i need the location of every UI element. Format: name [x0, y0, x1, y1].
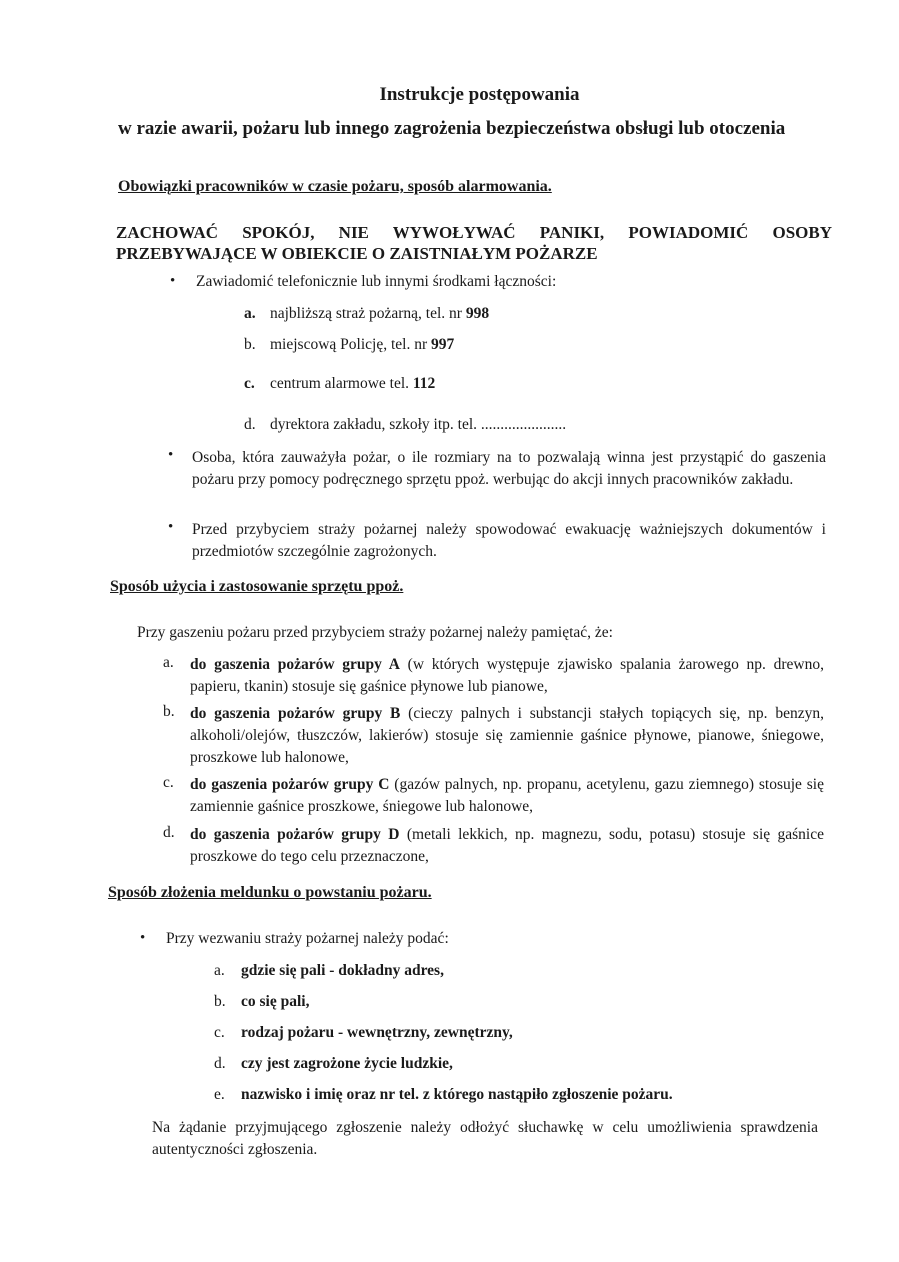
item-text: (cieczy palnych i substancji stałych topiących się, np. benzyn, alkoholi/olejów, tłuszczów, lakierów) stosuje się zamiennie gaśnice płynowe, pianowe, śniegowe, proszkowe lub halonowe, [190, 705, 824, 766]
document-subtitle: w razie awarii, pożaru lub innego zagrożenia bezpieczeństwa obsługi lub otoczenia [118, 118, 786, 139]
report-item-type: rodzaj pożaru - wewnętrzny, zewnętrzny, [241, 1024, 513, 1041]
item-label: c. [163, 774, 174, 791]
section1-bullet1: Zawiadomić telefonicznie lub innymi środkami łączności: [196, 273, 557, 290]
section1-bullet2: Osoba, która zauważyła pożar, o ile rozmiary na to pozwalają winna jest przystąpić do gaszenia pożaru przy pomocy podręcznego sprzętu ppoż. werbując do akcji innych pracowników zakładu. [192, 449, 826, 488]
contact-number: 997 [431, 336, 455, 353]
contact-item-police [270, 336, 454, 354]
document-title: Instrukcje postępowania [379, 84, 580, 105]
bullet-icon: • [168, 519, 174, 535]
contact-item-director: dyrektora zakładu, szkoły itp. tel. ...................... [270, 416, 567, 433]
item-text: (metali lekkich, np. magnezu, sodu, potasu) stosuje się gaśnice proszkowe do tego celu przeznaczone, [190, 826, 824, 865]
section2-heading: Sposób użycia i zastosowanie sprzętu ppoż. [110, 578, 404, 595]
report-item-address: gdzie się pali - dokładny adres, [241, 962, 444, 979]
item-label: d. [214, 1055, 226, 1072]
item-label: d. [163, 824, 175, 841]
extinguisher-group-b [190, 703, 824, 769]
contact-number: 998 [465, 305, 490, 322]
section3-closing: Na żądanie przyjmującego zgłoszenie należy odłożyć słuchawkę w celu umożliwienia sprawdzenia autentyczności zgłoszenia. [152, 1119, 818, 1158]
contact-item-fire-brigade [270, 305, 489, 323]
report-item-caller: nazwisko i imię oraz nr tel. z którego nastąpiło zgłoszenie pożaru. [241, 1086, 673, 1103]
contact-item-emergency-center [270, 375, 435, 393]
item-bold: do gaszenia pożarów grupy D [190, 826, 400, 843]
item-text: (w których występuje zjawisko spalania żarowego np. drewno, papieru, tkanin) stosuje się gaśnice płynowe lub pianowe, [190, 656, 824, 695]
bullet-icon: • [140, 930, 146, 946]
section1-heading: Obowiązki pracowników w czasie pożaru, sposób alarmowania. [118, 178, 552, 195]
contact-label: b. [244, 336, 256, 353]
contact-label: a. [244, 305, 256, 322]
contact-number: 112 [412, 375, 436, 392]
item-label: a. [214, 962, 225, 979]
extinguisher-group-a [190, 654, 824, 698]
item-label: a. [163, 654, 174, 671]
item-label: b. [214, 993, 226, 1010]
contact-label: c. [244, 375, 255, 392]
item-label: c. [214, 1024, 225, 1041]
contact-label: d. [244, 416, 256, 433]
extinguisher-group-c [190, 774, 824, 818]
section1-bullet3: Przed przybyciem straży pożarnej należy spowodować ewakuację ważniejszych dokumentów i przedmiotów szczególnie zagrożonych. [192, 521, 826, 560]
section3-bullet: Przy wezwaniu straży pożarnej należy podać: [166, 930, 449, 947]
extinguisher-group-d [190, 824, 824, 868]
item-bold: do gaszenia pożarów grupy B [190, 705, 401, 722]
item-bold: do gaszenia pożarów grupy C [190, 776, 390, 793]
item-bold: do gaszenia pożarów grupy A [190, 656, 400, 673]
bullet-icon: • [168, 447, 174, 463]
item-label: e. [214, 1086, 225, 1103]
contact-text: centrum alarmowe tel. [270, 375, 413, 392]
item-label: b. [163, 703, 175, 720]
section1-caps-warning: ZACHOWAĆ SPOKÓJ, NIE WYWOŁYWAĆ PANIKI, POWIADOMIĆ OSOBY PRZEBYWAJĄCE W OBIEKCIE O ZAISTNIAŁYM POŻARZE [116, 223, 832, 263]
bullet-icon: • [170, 273, 176, 289]
section3-heading: Sposób złożenia meldunku o powstaniu pożaru. [108, 884, 432, 901]
item-text: (gazów palnych, np. propanu, acetylenu, gazu ziemnego) stosuje się zamiennie gaśnice proszkowe, śniegowe lub halonowe, [190, 776, 824, 815]
contact-text: najbliższą straż pożarną, tel. nr [270, 305, 466, 322]
section2-intro: Przy gaszeniu pożaru przed przybyciem straży pożarnej należy pamiętać, że: [137, 624, 613, 641]
contact-text: miejscową Policję, tel. nr [270, 336, 431, 353]
report-item-what: co się pali, [241, 993, 310, 1010]
report-item-life: czy jest zagrożone życie ludzkie, [241, 1055, 453, 1072]
